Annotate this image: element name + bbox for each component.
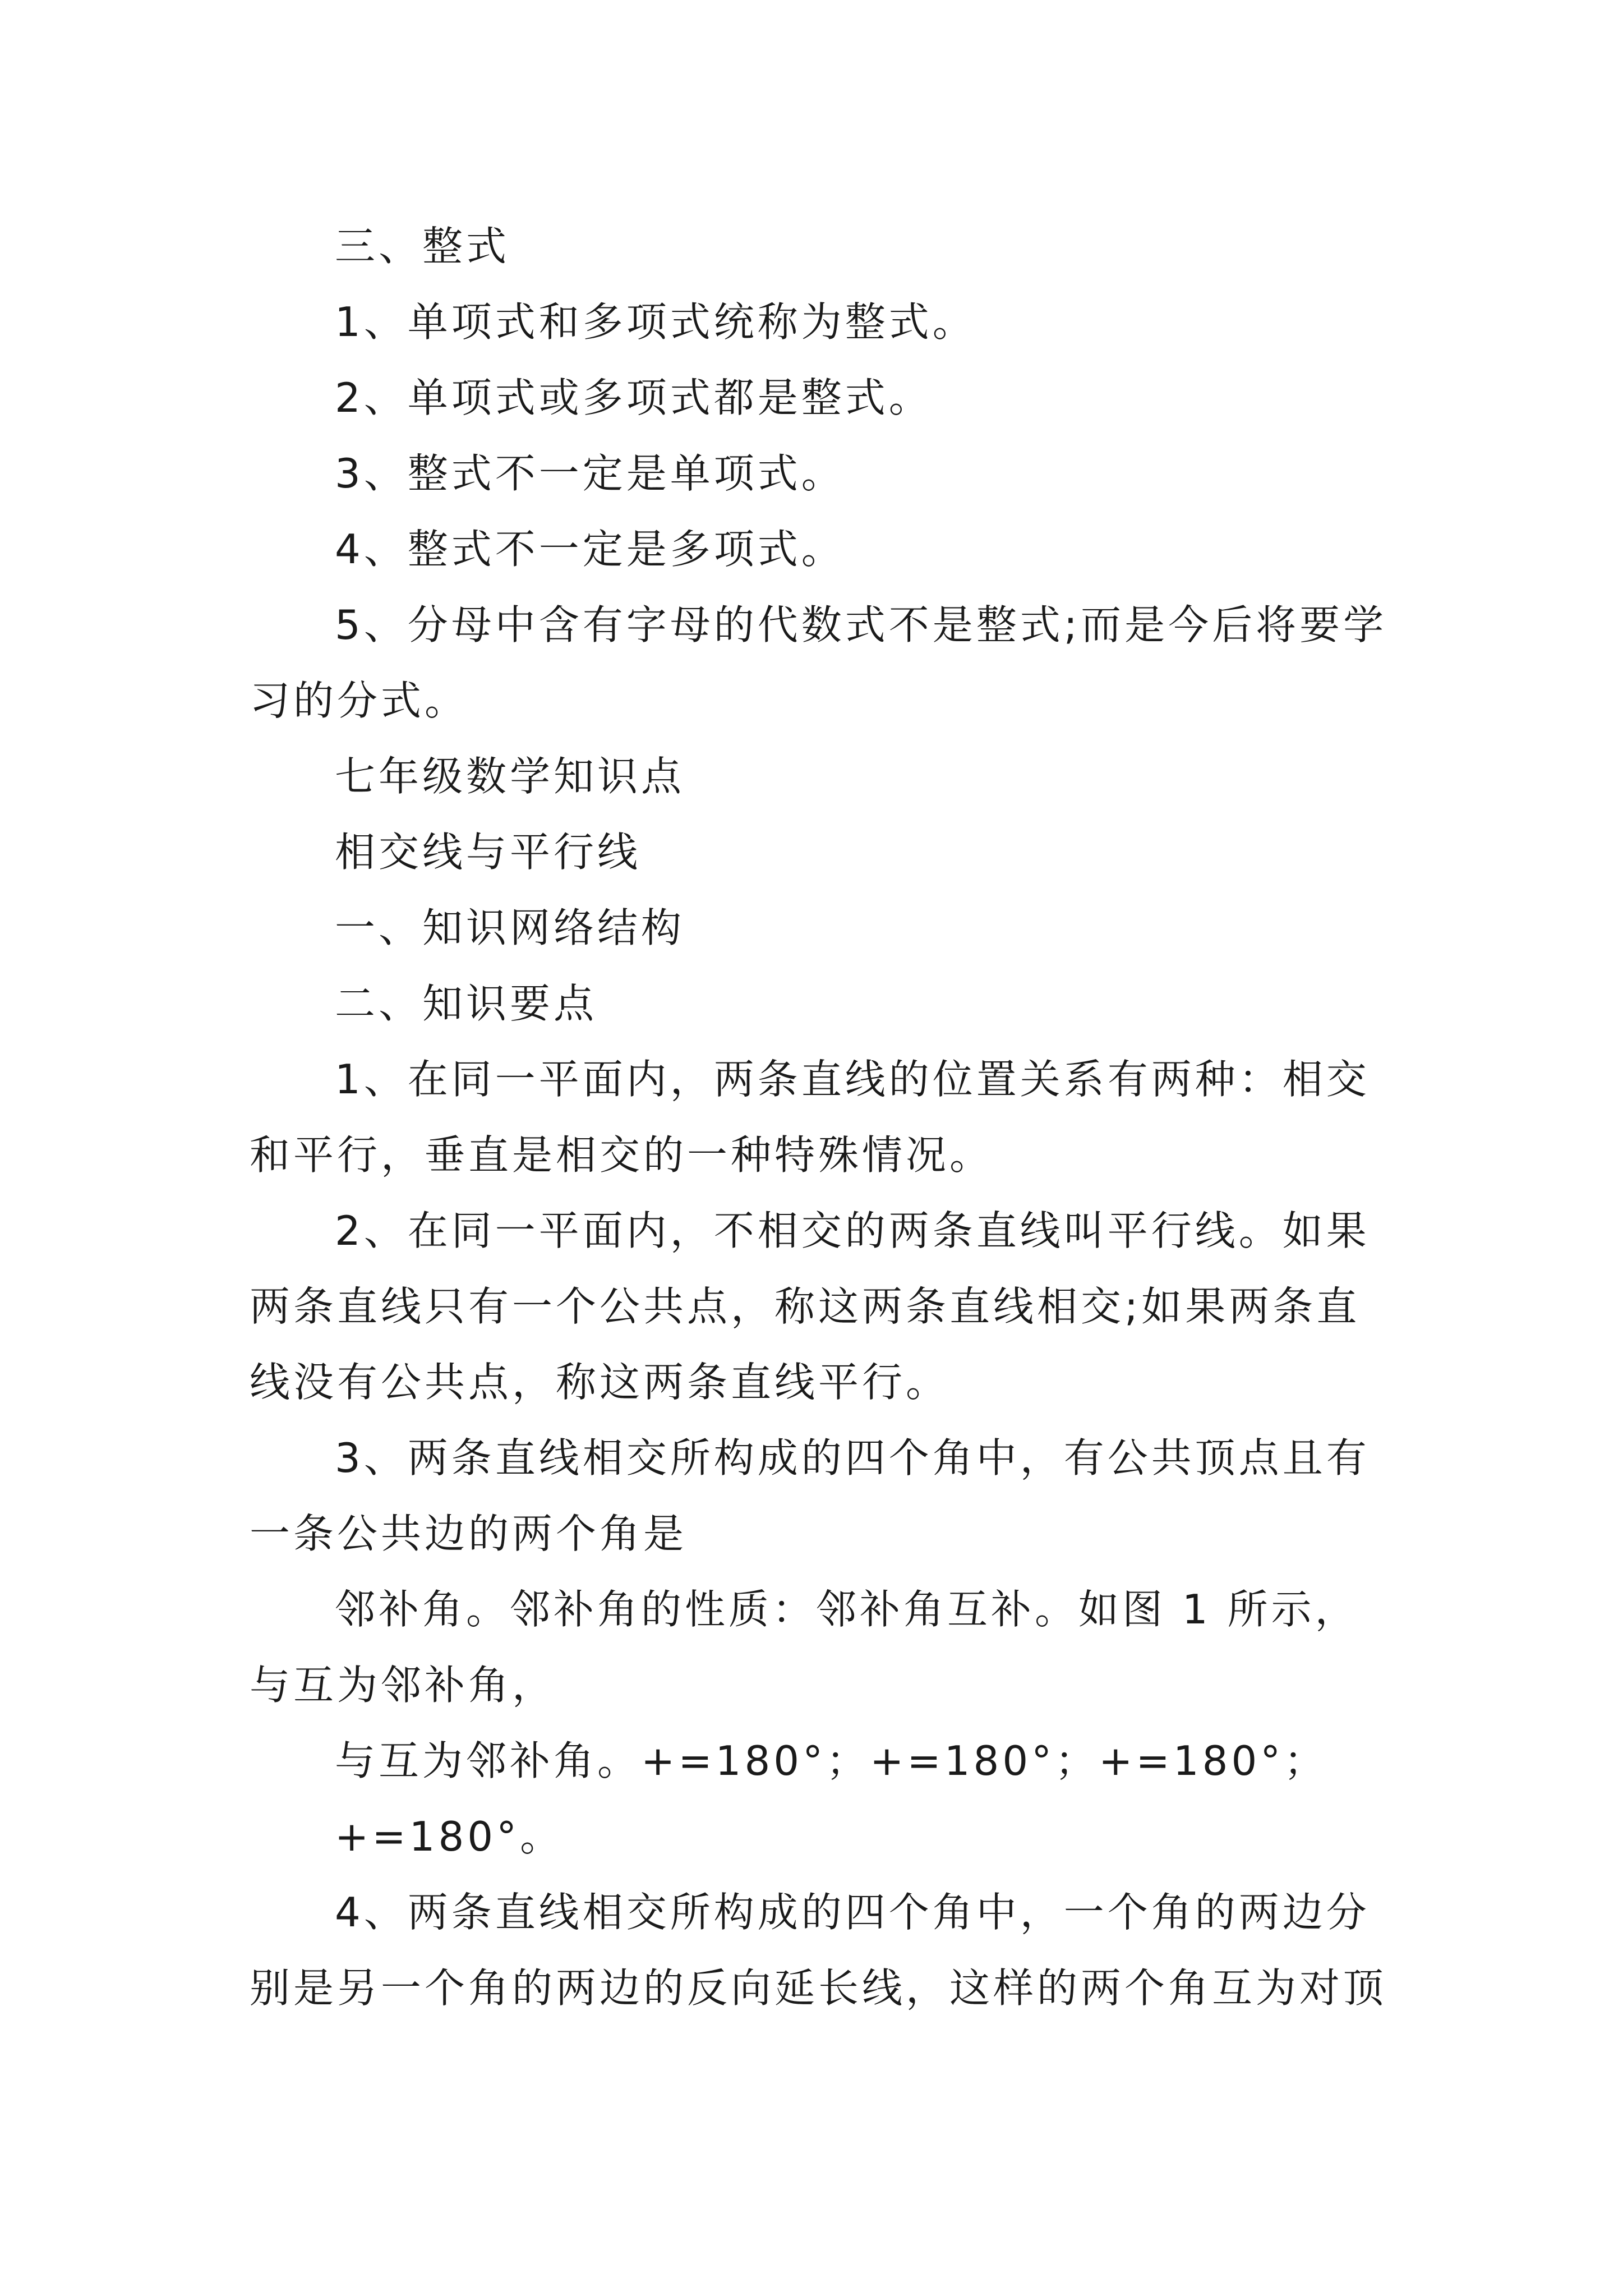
paragraph-item-2: 2、单项式或多项式都是整式。: [335, 374, 933, 421]
paragraph-item-5: 5、分母中含有字母的代数式不是整式;而是今后将要学习的分式。: [250, 601, 1387, 724]
key-point-3-continued: 邻补角。邻补角的性质：邻补角互补。如图 1 所示，与互为邻补角，: [250, 1586, 1359, 1709]
subheading-key-points: 二、知识要点: [335, 980, 598, 1027]
angle-sum-equations: 与互为邻补角。+=180°；+=180°；+=180°；: [335, 1737, 1328, 1784]
key-point-3: 3、两条直线相交所构成的四个角中，有公共顶点且有一条公共边的两个角是: [250, 1434, 1370, 1557]
section-heading-zhengshi: 三、整式: [335, 223, 510, 270]
key-point-4: 4、两条直线相交所构成的四个角中，一个角的两边分别是另一个角的两边的反向延长线，这样的两个角互为对顶: [250, 1889, 1387, 2012]
key-point-1: 1、在同一平面内，两条直线的位置关系有两种：相交和平行，垂直是相交的一种特殊情况。: [250, 1056, 1370, 1179]
section-title-grade7: 七年级数学知识点: [335, 753, 685, 800]
paragraph-item-1: 1、单项式和多项式统称为整式。: [335, 298, 976, 346]
section-title-lines: 相交线与平行线: [335, 829, 642, 876]
angle-sum-equation-last: +=180°。: [335, 1813, 564, 1860]
document-body: [250, 209, 1394, 2026]
subheading-structure: 一、知识网络结构: [335, 904, 685, 951]
paragraph-item-4: 4、整式不一定是多项式。: [335, 526, 845, 573]
key-point-2: 2、在同一平面内，不相交的两条直线叫平行线。如果两条直线只有一个公共点，称这两条直线相交;如果两条直线没有公共点，称这两条直线平行。: [250, 1207, 1370, 1406]
paragraph-item-3: 3、整式不一定是单项式。: [335, 450, 845, 497]
